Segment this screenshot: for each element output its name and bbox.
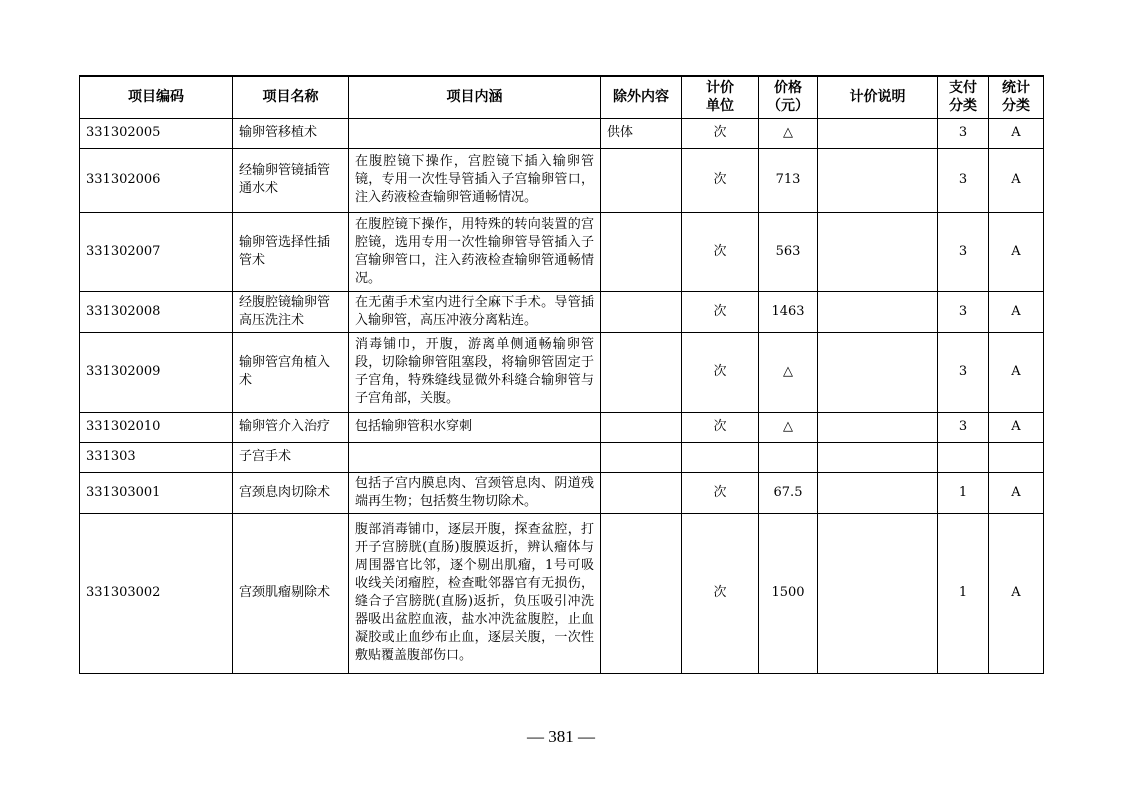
cell-unit: 次 bbox=[682, 332, 759, 412]
cell-content: 包括输卵管积水穿刺 bbox=[349, 412, 601, 442]
cell-name: 宫颈息肉切除术 bbox=[233, 472, 349, 513]
cell-price: △ bbox=[759, 118, 818, 148]
cell-price: 713 bbox=[759, 148, 818, 212]
cell-unit: 次 bbox=[682, 472, 759, 513]
header-pay-line1: 支付 bbox=[949, 80, 977, 97]
header-content: 项目内涵 bbox=[349, 76, 601, 118]
cell-content: 消毒铺巾，开腹，游离单侧通畅输卵管段，切除输卵管阻塞段，将输卵管固定于子宫角，特殊缝线显微外科缝合输卵管与子宫角部，关腹。 bbox=[349, 332, 601, 412]
header-stat bbox=[989, 76, 1044, 118]
table-row bbox=[80, 332, 1044, 412]
cell-price: △ bbox=[759, 332, 818, 412]
cell-name: 输卵管宫角植入术 bbox=[233, 332, 349, 412]
header-price bbox=[759, 76, 818, 118]
cell-pay: 3 bbox=[938, 332, 989, 412]
cell-content bbox=[349, 442, 601, 472]
header-stat-line2: 分类 bbox=[1002, 98, 1030, 115]
cell-content: 包括子宫内膜息肉、宫颈管息肉、阴道残端再生物；包括赘生物切除术。 bbox=[349, 472, 601, 513]
cell-unit: 次 bbox=[682, 148, 759, 212]
header-price-line2: （元） bbox=[767, 98, 809, 115]
cell-excluded bbox=[601, 412, 682, 442]
cell-stat: A bbox=[989, 472, 1044, 513]
cell-name: 宫颈肌瘤剔除术 bbox=[233, 513, 349, 673]
cell-content bbox=[349, 118, 601, 148]
cell-note bbox=[818, 472, 938, 513]
cell-content: 在腹腔镜下操作，用特殊的转向装置的宫腔镜，选用专用一次性输卵管导管插入子宫输卵管口，注入药液检查输卵管通畅情况。 bbox=[349, 212, 601, 291]
cell-note bbox=[818, 412, 938, 442]
cell-excluded bbox=[601, 212, 682, 291]
cell-unit: 次 bbox=[682, 212, 759, 291]
cell-excluded bbox=[601, 148, 682, 212]
cell-stat: A bbox=[989, 118, 1044, 148]
cell-pay: 3 bbox=[938, 412, 989, 442]
cell-pay: 3 bbox=[938, 291, 989, 332]
cell-price bbox=[759, 442, 818, 472]
cell-name: 输卵管介入治疗 bbox=[233, 412, 349, 442]
cell-content: 在无菌手术室内进行全麻下手术。导管插入输卵管，高压冲液分离粘连。 bbox=[349, 291, 601, 332]
cell-stat: A bbox=[989, 513, 1044, 673]
cell-note bbox=[818, 442, 938, 472]
table-row bbox=[80, 442, 1044, 472]
cell-code: 331302007 bbox=[80, 212, 233, 291]
header-code: 项目编码 bbox=[80, 76, 233, 118]
header-note: 计价说明 bbox=[818, 76, 938, 118]
table-row bbox=[80, 513, 1044, 673]
table-row bbox=[80, 148, 1044, 212]
cell-excluded bbox=[601, 472, 682, 513]
cell-code: 331303002 bbox=[80, 513, 233, 673]
cell-code: 331302006 bbox=[80, 148, 233, 212]
cell-pay: 3 bbox=[938, 148, 989, 212]
cell-code: 331303 bbox=[80, 442, 233, 472]
cell-pay: 3 bbox=[938, 212, 989, 291]
cell-code: 331302008 bbox=[80, 291, 233, 332]
cell-unit: 次 bbox=[682, 412, 759, 442]
cell-name: 子宫手术 bbox=[233, 442, 349, 472]
cell-note bbox=[818, 212, 938, 291]
cell-pay: 3 bbox=[938, 118, 989, 148]
cell-note bbox=[818, 148, 938, 212]
cell-price: △ bbox=[759, 412, 818, 442]
cell-note bbox=[818, 291, 938, 332]
cell-stat bbox=[989, 442, 1044, 472]
header-excluded: 除外内容 bbox=[601, 76, 682, 118]
cell-excluded bbox=[601, 332, 682, 412]
cell-content: 腹部消毒铺巾，逐层开腹，探查盆腔，打开子宫膀胱(直肠)腹膜返折，辨认瘤体与周围器官比邻，逐个剔出肌瘤，1号可吸收线关闭瘤腔，检查毗邻器官有无损伤，缝合子宫膀胱(直肠)返折，负压吸引冲洗器吸出盆腔血液，盐水冲洗盆腹腔，止血凝胶或止血纱布止血，逐层关腹，一次性敷贴覆盖腹部伤口。 bbox=[349, 513, 601, 673]
cell-excluded bbox=[601, 291, 682, 332]
cell-price: 563 bbox=[759, 212, 818, 291]
cell-code: 331302005 bbox=[80, 118, 233, 148]
table-row bbox=[80, 118, 1044, 148]
price-table bbox=[79, 75, 1044, 674]
header-pay bbox=[938, 76, 989, 118]
header-price-line1: 价格 bbox=[774, 80, 802, 97]
header-unit-line1: 计价 bbox=[706, 80, 734, 97]
cell-price: 1500 bbox=[759, 513, 818, 673]
cell-content: 在腹腔镜下操作，宫腔镜下插入输卵管镜，专用一次性导管插入子宫输卵管口，注入药液检查输卵管通畅情况。 bbox=[349, 148, 601, 212]
table-row bbox=[80, 412, 1044, 442]
cell-note bbox=[818, 332, 938, 412]
cell-unit bbox=[682, 442, 759, 472]
cell-unit: 次 bbox=[682, 513, 759, 673]
cell-excluded: 供体 bbox=[601, 118, 682, 148]
table-row bbox=[80, 472, 1044, 513]
header-unit-line2: 单位 bbox=[706, 98, 734, 115]
cell-pay: 1 bbox=[938, 513, 989, 673]
cell-name: 经输卵管镜插管通水术 bbox=[233, 148, 349, 212]
page-number: — 381 — bbox=[527, 727, 595, 746]
cell-stat: A bbox=[989, 332, 1044, 412]
cell-pay: 1 bbox=[938, 472, 989, 513]
cell-unit: 次 bbox=[682, 291, 759, 332]
cell-name: 输卵管移植术 bbox=[233, 118, 349, 148]
cell-note bbox=[818, 513, 938, 673]
cell-name: 经腹腔镜输卵管高压洗注术 bbox=[233, 291, 349, 332]
cell-price: 1463 bbox=[759, 291, 818, 332]
cell-name: 输卵管选择性插管术 bbox=[233, 212, 349, 291]
cell-code: 331302009 bbox=[80, 332, 233, 412]
cell-stat: A bbox=[989, 291, 1044, 332]
cell-stat: A bbox=[989, 412, 1044, 442]
header-unit bbox=[682, 76, 759, 118]
cell-unit: 次 bbox=[682, 118, 759, 148]
cell-code: 331302010 bbox=[80, 412, 233, 442]
header-name: 项目名称 bbox=[233, 76, 349, 118]
cell-stat: A bbox=[989, 212, 1044, 291]
table-row bbox=[80, 212, 1044, 291]
cell-excluded bbox=[601, 442, 682, 472]
header-stat-line1: 统计 bbox=[1002, 80, 1030, 97]
cell-excluded bbox=[601, 513, 682, 673]
cell-price: 67.5 bbox=[759, 472, 818, 513]
cell-pay bbox=[938, 442, 989, 472]
cell-note bbox=[818, 118, 938, 148]
header-row bbox=[80, 76, 1044, 118]
cell-stat: A bbox=[989, 148, 1044, 212]
cell-code: 331303001 bbox=[80, 472, 233, 513]
header-pay-line2: 分类 bbox=[949, 98, 977, 115]
table-row bbox=[80, 291, 1044, 332]
